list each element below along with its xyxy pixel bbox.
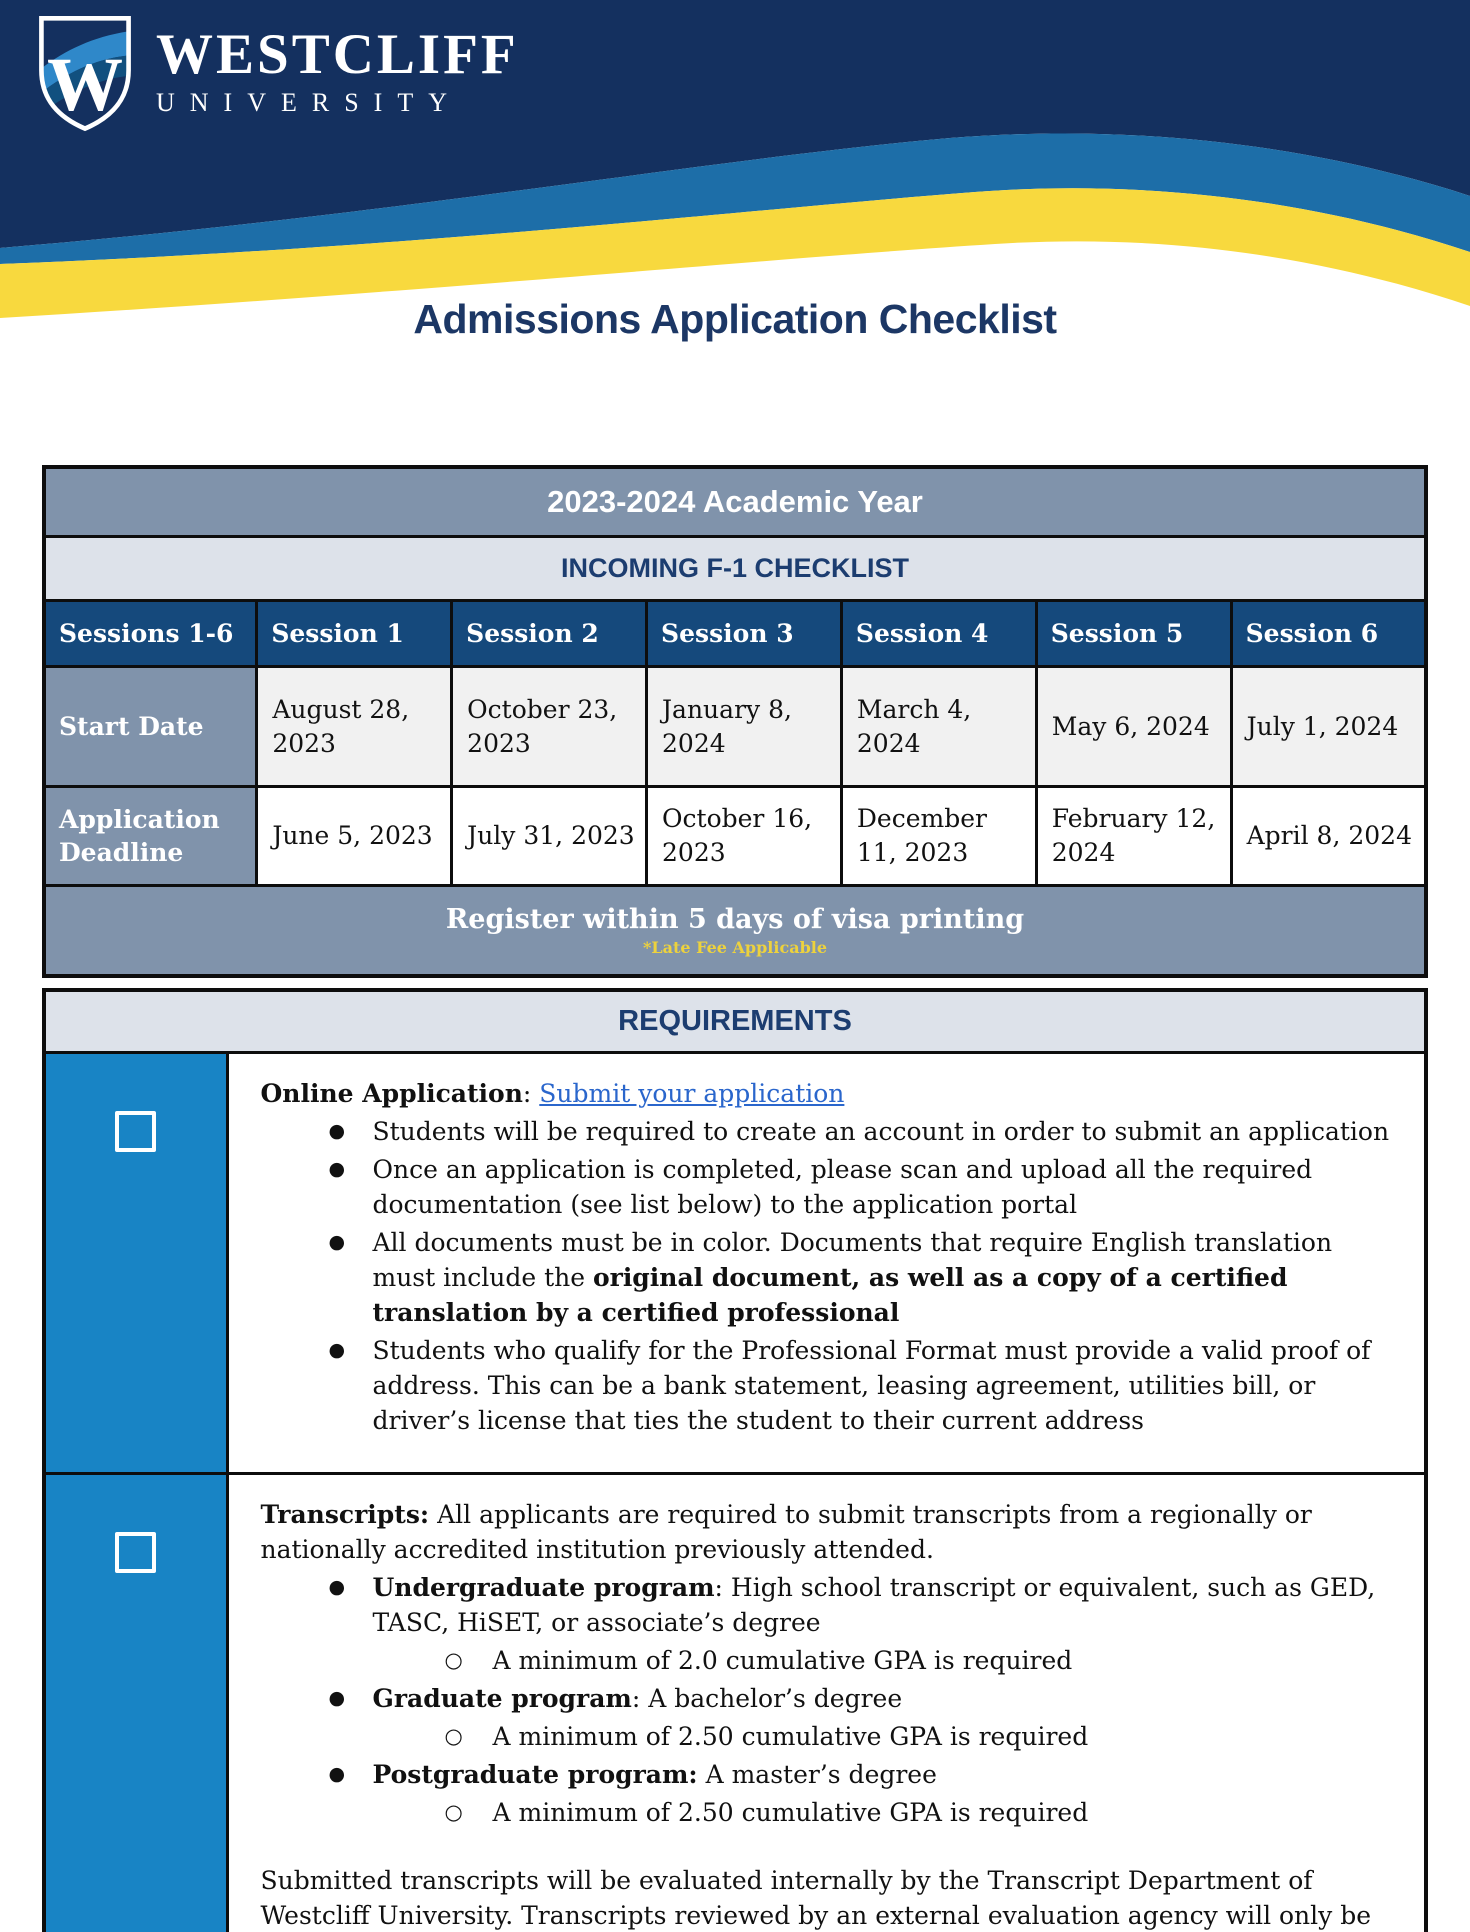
heading-bold: Transcripts: — [260, 1500, 430, 1529]
bullet-text — [373, 1757, 1395, 1792]
bullet-text — [373, 1681, 1395, 1716]
deadline-cell: December 11, 2023 — [841, 787, 1036, 886]
list-item — [261, 1225, 1395, 1330]
list-item — [261, 1570, 1395, 1640]
list-item — [261, 1757, 1395, 1792]
column-header-session1: Session 1 — [257, 601, 452, 667]
register-note: Register within 5 days of visa printing — [445, 904, 1025, 935]
circle-bullet-icon: ○ — [444, 1800, 463, 1824]
academic-year-header: 2023-2024 Academic Year — [44, 467, 1426, 537]
circle-bullet-icon: ○ — [444, 1724, 463, 1748]
checklist-subheader: INCOMING F-1 CHECKLIST — [44, 537, 1426, 601]
start-date-cell: October 23, 2023 — [452, 667, 647, 787]
sub-bullet-text: A minimum of 2.0 cumulative GPA is required — [492, 1646, 1073, 1675]
wordmark — [156, 23, 519, 117]
logo-monogram: W — [46, 43, 124, 128]
sub-bullet-text: A minimum of 2.50 cumulative GPA is required — [492, 1722, 1089, 1751]
page-title: Admissions Application Checklist — [413, 296, 1057, 342]
list-item — [261, 1152, 1395, 1222]
online-application-content — [227, 1053, 1426, 1474]
transcripts-checkbox[interactable] — [115, 1532, 156, 1573]
header-banner — [0, 0, 1470, 340]
deadline-cell: July 31, 2023 — [452, 787, 647, 886]
column-header-session5: Session 5 — [1036, 601, 1231, 667]
start-date-cell: August 28, 2023 — [257, 667, 452, 787]
session-header-row — [44, 601, 1426, 667]
wordmark-name: WESTCLIFF — [156, 23, 519, 86]
sub-list-item — [261, 1643, 1395, 1678]
bullet-text-regular: All documents must be in color. Documents that require English translation must include the — [372, 1228, 1333, 1292]
row-label-application-deadline: Application Deadline — [44, 787, 257, 886]
bullet-icon: ● — [328, 1576, 346, 1598]
requirements-table — [42, 988, 1428, 1932]
sub-list-item — [261, 1719, 1395, 1754]
application-deadline-row — [44, 787, 1426, 886]
sessions-table — [42, 465, 1428, 978]
heading-text: All applicants are required to submit transcripts from a regionally or nationally accredited institution previously attended. — [260, 1500, 1312, 1564]
start-date-cell: May 6, 2024 — [1036, 667, 1231, 787]
transcripts-bullets — [261, 1570, 1395, 1830]
start-date-row — [44, 667, 1426, 787]
bullet-text-bold: original document, as well as a copy of a certified translation by a certified professional — [372, 1263, 1288, 1327]
column-header-session4: Session 4 — [841, 601, 1036, 667]
bullet-text: Students who qualify for the Professional Format must provide a valid proof of address. This can be a bank statement, leasing agreement, utilities bill, or driver’s license that ties the student to their current address — [372, 1336, 1371, 1435]
bullet-text-bold: Graduate program — [372, 1684, 632, 1713]
online-application-checkbox[interactable] — [115, 1111, 156, 1152]
university-logo — [34, 10, 519, 136]
register-note-cell — [44, 886, 1426, 977]
online-application-bullets — [261, 1114, 1395, 1438]
bullet-icon: ● — [328, 1231, 346, 1253]
bullet-text-regular: : High school transcript or equivalent, such as GED, TASC, HiSET, or associate’s degree — [372, 1573, 1376, 1637]
start-date-cell: January 8, 2024 — [647, 667, 842, 787]
online-application-heading — [261, 1076, 1395, 1111]
deadline-cell: October 16, 2023 — [647, 787, 842, 886]
requirement-row-transcripts — [44, 1474, 1426, 1932]
bullet-text: Once an application is completed, please scan and upload all the required documentation (see list below) to the application portal — [372, 1155, 1313, 1219]
column-header-session2: Session 2 — [452, 601, 647, 667]
bullet-text-bold: Postgraduate program: — [372, 1760, 698, 1789]
heading-separator: : — [522, 1079, 540, 1108]
late-fee-note: *Late Fee Applicable — [642, 938, 828, 957]
transcripts-footer-paragraph: Submitted transcripts will be evaluated internally by the Transcript Department of Westcliff University. Transcripts reviewed by an external evaluation agency will only be — [260, 1866, 1372, 1930]
bullet-text — [373, 1225, 1395, 1330]
sub-list-item — [261, 1795, 1395, 1830]
deadline-cell: April 8, 2024 — [1231, 787, 1426, 886]
start-date-cell: March 4, 2024 — [841, 667, 1036, 787]
start-date-cell: July 1, 2024 — [1231, 667, 1426, 787]
checkbox-cell — [44, 1053, 227, 1474]
transcripts-content — [227, 1474, 1426, 1932]
list-item — [261, 1681, 1395, 1716]
bullet-text-regular: : A bachelor’s degree — [631, 1684, 903, 1713]
requirement-row-online-application — [44, 1053, 1426, 1474]
wordmark-subtitle: UNIVERSITY — [156, 88, 462, 117]
transcripts-heading — [261, 1497, 1395, 1567]
sub-bullet-text: A minimum of 2.50 cumulative GPA is required — [492, 1798, 1089, 1827]
deadline-cell: June 5, 2023 — [257, 787, 452, 886]
submit-application-link[interactable]: Submit your application — [539, 1079, 845, 1108]
list-item — [261, 1114, 1395, 1149]
bullet-icon: ● — [328, 1339, 346, 1361]
bullet-icon: ● — [328, 1687, 346, 1709]
column-header-session3: Session 3 — [647, 601, 842, 667]
heading-bold: Online Application — [260, 1079, 523, 1108]
circle-bullet-icon: ○ — [444, 1648, 463, 1672]
bullet-text-regular: A master’s degree — [697, 1760, 937, 1789]
list-item — [261, 1333, 1395, 1438]
requirements-header: REQUIREMENTS — [44, 990, 1426, 1053]
bullet-text — [373, 1570, 1395, 1640]
bullet-icon: ● — [328, 1120, 346, 1142]
bullet-icon: ● — [328, 1158, 346, 1180]
deadline-cell: February 12, 2024 — [1036, 787, 1231, 886]
checkbox-cell — [44, 1474, 227, 1932]
shield-logo-icon — [34, 10, 136, 136]
bullet-text: Students will be required to create an account in order to submit an application — [372, 1117, 1390, 1146]
row-label-start-date: Start Date — [44, 667, 257, 787]
column-header-sessions: Sessions 1-6 — [44, 601, 257, 667]
bullet-icon: ● — [328, 1763, 346, 1785]
column-header-session6: Session 6 — [1231, 601, 1426, 667]
bullet-text-bold: Undergraduate program — [372, 1573, 715, 1602]
